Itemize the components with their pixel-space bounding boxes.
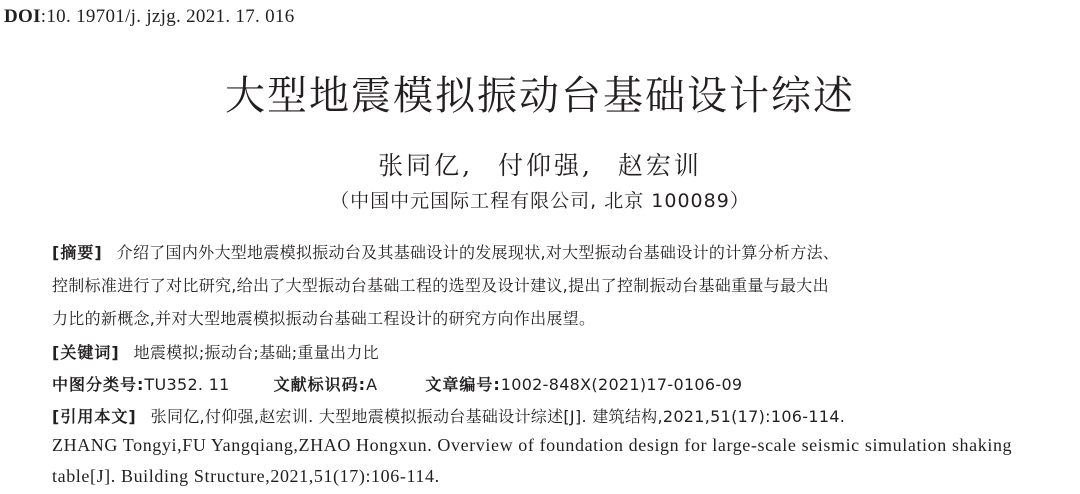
keywords-label: [关键词]	[52, 343, 120, 362]
keywords-text: 地震模拟;振动台;基础;重量出力比	[133, 343, 379, 362]
doi-value: :10. 19701/j. jzjg. 2021. 17. 016	[40, 6, 295, 27]
author-name: 赵宏训	[617, 151, 702, 180]
doc-code-value: A	[366, 375, 378, 394]
doc-code-label: 文献标识码:	[273, 375, 367, 394]
author-affiliation: （中国中元国际工程有限公司, 北京 100089）	[330, 190, 750, 212]
article-no-label: 文章编号:	[425, 375, 501, 394]
abstract-line	[52, 306, 595, 329]
clc-value: TU352. 11	[144, 375, 230, 394]
classification-line	[52, 372, 742, 395]
author-list	[0, 146, 1080, 182]
article-no-value: 1002-848X(2021)17-0106-09	[500, 375, 743, 394]
abstract-text: 控制标准进行了对比研究,给出了大型振动台基础工程的选型及设计建议,提出了控制振动台基础重量与最大出	[52, 276, 829, 295]
citation-zh: 张同亿,付仰强,赵宏训. 大型地震模拟振动台基础设计综述[J]. 建筑结构,2021,51(17):106-114.	[150, 407, 846, 426]
keywords-line	[52, 340, 379, 363]
citation-label: [引用本文]	[52, 407, 137, 426]
doi-line	[4, 6, 295, 28]
abstract-line	[52, 273, 829, 296]
doi-label: DOI	[4, 6, 41, 27]
author-name: 付仰强,	[497, 151, 593, 180]
abstract-text: 力比的新概念,并对大型地震模拟振动台基础工程设计的研究方向作出展望。	[52, 309, 596, 328]
author-name: 张同亿,	[378, 151, 474, 180]
citation-line	[52, 404, 845, 427]
abstract-line	[52, 240, 839, 263]
abstract-text: 介绍了国内外大型地震模拟振动台及其基础设计的发展现状,对大型振动台基础设计的计算分析方法、	[116, 243, 840, 262]
clc-label: 中图分类号:	[52, 375, 145, 394]
citation-en-line: ZHANG Tongyi,FU Yangqiang,ZHAO Hongxun. Overview of foundation design for large-scale seismic simulation shaking	[52, 435, 1013, 455]
abstract-label: [摘要]	[52, 243, 103, 262]
paper-title: 大型地震模拟振动台基础设计综述	[225, 73, 855, 119]
citation-en-line: table[J]. Building Structure,2021,51(17):106-114.	[52, 466, 440, 486]
